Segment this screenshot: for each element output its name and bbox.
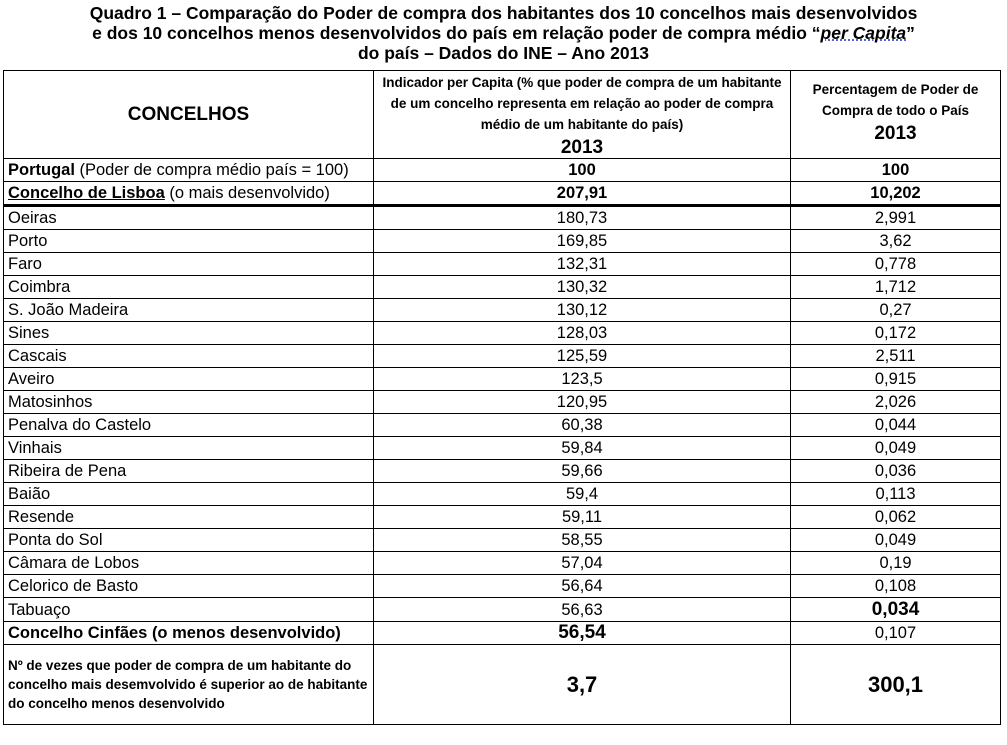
tabuaco-indicator: 56,63	[374, 598, 791, 622]
title-line-1: Quadro 1 – Comparação do Poder de compra dos habitantes dos 10 concelhos mais desenvolvidos	[89, 3, 918, 23]
percentage-value: 0,049	[791, 437, 1001, 460]
table-row	[4, 345, 1001, 368]
header-percentage	[791, 71, 1001, 159]
table-row	[4, 437, 1001, 460]
row-footer	[4, 645, 1001, 725]
percentage-value: 0,108	[791, 575, 1001, 598]
portugal-note: (Poder de compra médio país = 100)	[74, 161, 349, 179]
indicator-value: 125,59	[374, 345, 791, 368]
table-row	[4, 552, 1001, 575]
concelho-name: Ponta do Sol	[4, 529, 374, 552]
concelho-name: Faro	[4, 253, 374, 276]
percentage-value: 2,991	[791, 206, 1001, 230]
table-row	[4, 483, 1001, 506]
concelho-name: Sines	[4, 322, 374, 345]
indicator-value: 59,66	[374, 460, 791, 483]
table-row	[4, 253, 1001, 276]
row-portugal	[4, 159, 1001, 182]
indicator-value: 123,5	[374, 368, 791, 391]
header-indicator	[374, 71, 791, 159]
table-row	[4, 299, 1001, 322]
indicator-value: 58,55	[374, 529, 791, 552]
row-cinfaes	[4, 622, 1001, 645]
tabuaco-percentage: 0,034	[791, 598, 1001, 622]
data-table	[3, 70, 1001, 725]
indicator-value: 130,12	[374, 299, 791, 322]
concelho-name: Coimbra	[4, 276, 374, 299]
percentage-value: 2,026	[791, 391, 1001, 414]
cinfaes-name: Concelho Cinfães (o menos desenvolvido)	[4, 622, 374, 645]
percentage-value: 1,712	[791, 276, 1001, 299]
table-row	[4, 391, 1001, 414]
table-title	[0, 3, 1007, 63]
concelho-name: Celorico de Basto	[4, 575, 374, 598]
concelho-name: Porto	[4, 230, 374, 253]
indicator-value: 59,84	[374, 437, 791, 460]
concelho-name: Câmara de Lobos	[4, 552, 374, 575]
title-line-3: do país – Dados do INE – Ano 2013	[357, 43, 650, 63]
indicator-value: 60,38	[374, 414, 791, 437]
percentage-value: 0,049	[791, 529, 1001, 552]
header-percentage-year: 2013	[874, 123, 917, 144]
row-tabuaco	[4, 598, 1001, 622]
title-line-2	[0, 23, 1007, 43]
title-per-capita: per Capita	[820, 23, 907, 43]
concelho-name: Baião	[4, 483, 374, 506]
percentage-value: 0,27	[791, 299, 1001, 322]
table-row	[4, 276, 1001, 299]
indicator-value: 132,31	[374, 253, 791, 276]
table-row	[4, 230, 1001, 253]
concelho-name: Matosinhos	[4, 391, 374, 414]
title-line-2-close: ”	[906, 23, 915, 43]
concelho-name: Cascais	[4, 345, 374, 368]
header-indicator-text: Indicador per Capita (% que poder de compra de um habitante de um concelho representa em relação ao poder de compra médio de um habitante do país)	[382, 75, 782, 132]
percentage-value: 0,778	[791, 253, 1001, 276]
portugal-indicator: 100	[374, 159, 791, 182]
portugal-name-cell	[4, 159, 374, 182]
table-row	[4, 206, 1001, 230]
concelho-name: Resende	[4, 506, 374, 529]
header-concelhos: CONCELHOS	[4, 71, 374, 159]
header-indicator-year: 2013	[560, 137, 604, 158]
table-row	[4, 460, 1001, 483]
lisboa-indicator: 207,91	[374, 182, 791, 206]
table-row	[4, 529, 1001, 552]
footer-label: Nº de vezes que poder de compra de um habitante do concelho mais desemvolvido é superior ao de habitante do concelho menos desenvolvido	[4, 645, 374, 725]
title-line-2-text: e dos 10 concelhos menos desenvolvidos do país em relação poder de compra médio “	[92, 23, 821, 43]
percentage-value: 3,62	[791, 230, 1001, 253]
percentage-value: 0,19	[791, 552, 1001, 575]
data-table-wrapper	[3, 70, 1001, 725]
percentage-value: 2,511	[791, 345, 1001, 368]
concelho-name: Oeiras	[4, 206, 374, 230]
percentage-value: 0,113	[791, 483, 1001, 506]
cinfaes-percentage: 0,107	[791, 622, 1001, 645]
indicator-value: 130,32	[374, 276, 791, 299]
indicator-value: 59,11	[374, 506, 791, 529]
concelho-name: Ribeira de Pena	[4, 460, 374, 483]
lisboa-name-cell	[4, 182, 374, 206]
concelho-name: Vinhais	[4, 437, 374, 460]
percentage-value: 0,172	[791, 322, 1001, 345]
indicator-value: 57,04	[374, 552, 791, 575]
indicator-value: 128,03	[374, 322, 791, 345]
portugal-percentage: 100	[791, 159, 1001, 182]
concelho-name: S. João Madeira	[4, 299, 374, 322]
header-row	[4, 71, 1001, 159]
table-row	[4, 575, 1001, 598]
percentage-value: 0,036	[791, 460, 1001, 483]
percentage-value: 0,915	[791, 368, 1001, 391]
tabuaco-name: Tabuaço	[4, 598, 374, 622]
table-row	[4, 414, 1001, 437]
lisboa-note: (o mais desenvolvido)	[164, 184, 330, 202]
lisboa-name: Concelho de Lisboa	[8, 184, 165, 202]
row-lisboa	[4, 182, 1001, 206]
footer-indicator: 3,7	[374, 645, 791, 725]
concelho-name: Penalva do Castelo	[4, 414, 374, 437]
footer-percentage: 300,1	[791, 645, 1001, 725]
indicator-value: 120,95	[374, 391, 791, 414]
indicator-value: 180,73	[374, 206, 791, 230]
percentage-value: 0,062	[791, 506, 1001, 529]
cinfaes-indicator: 56,54	[374, 622, 791, 645]
percentage-value: 0,044	[791, 414, 1001, 437]
header-percentage-text: Percentagem de Poder de Compra de todo o País	[812, 82, 979, 118]
table-row	[4, 506, 1001, 529]
indicator-value: 56,64	[374, 575, 791, 598]
table-row	[4, 368, 1001, 391]
concelho-name: Aveiro	[4, 368, 374, 391]
indicator-value: 169,85	[374, 230, 791, 253]
indicator-value: 59,4	[374, 483, 791, 506]
table-row	[4, 322, 1001, 345]
lisboa-percentage: 10,202	[791, 182, 1001, 206]
portugal-name: Portugal	[8, 161, 75, 179]
